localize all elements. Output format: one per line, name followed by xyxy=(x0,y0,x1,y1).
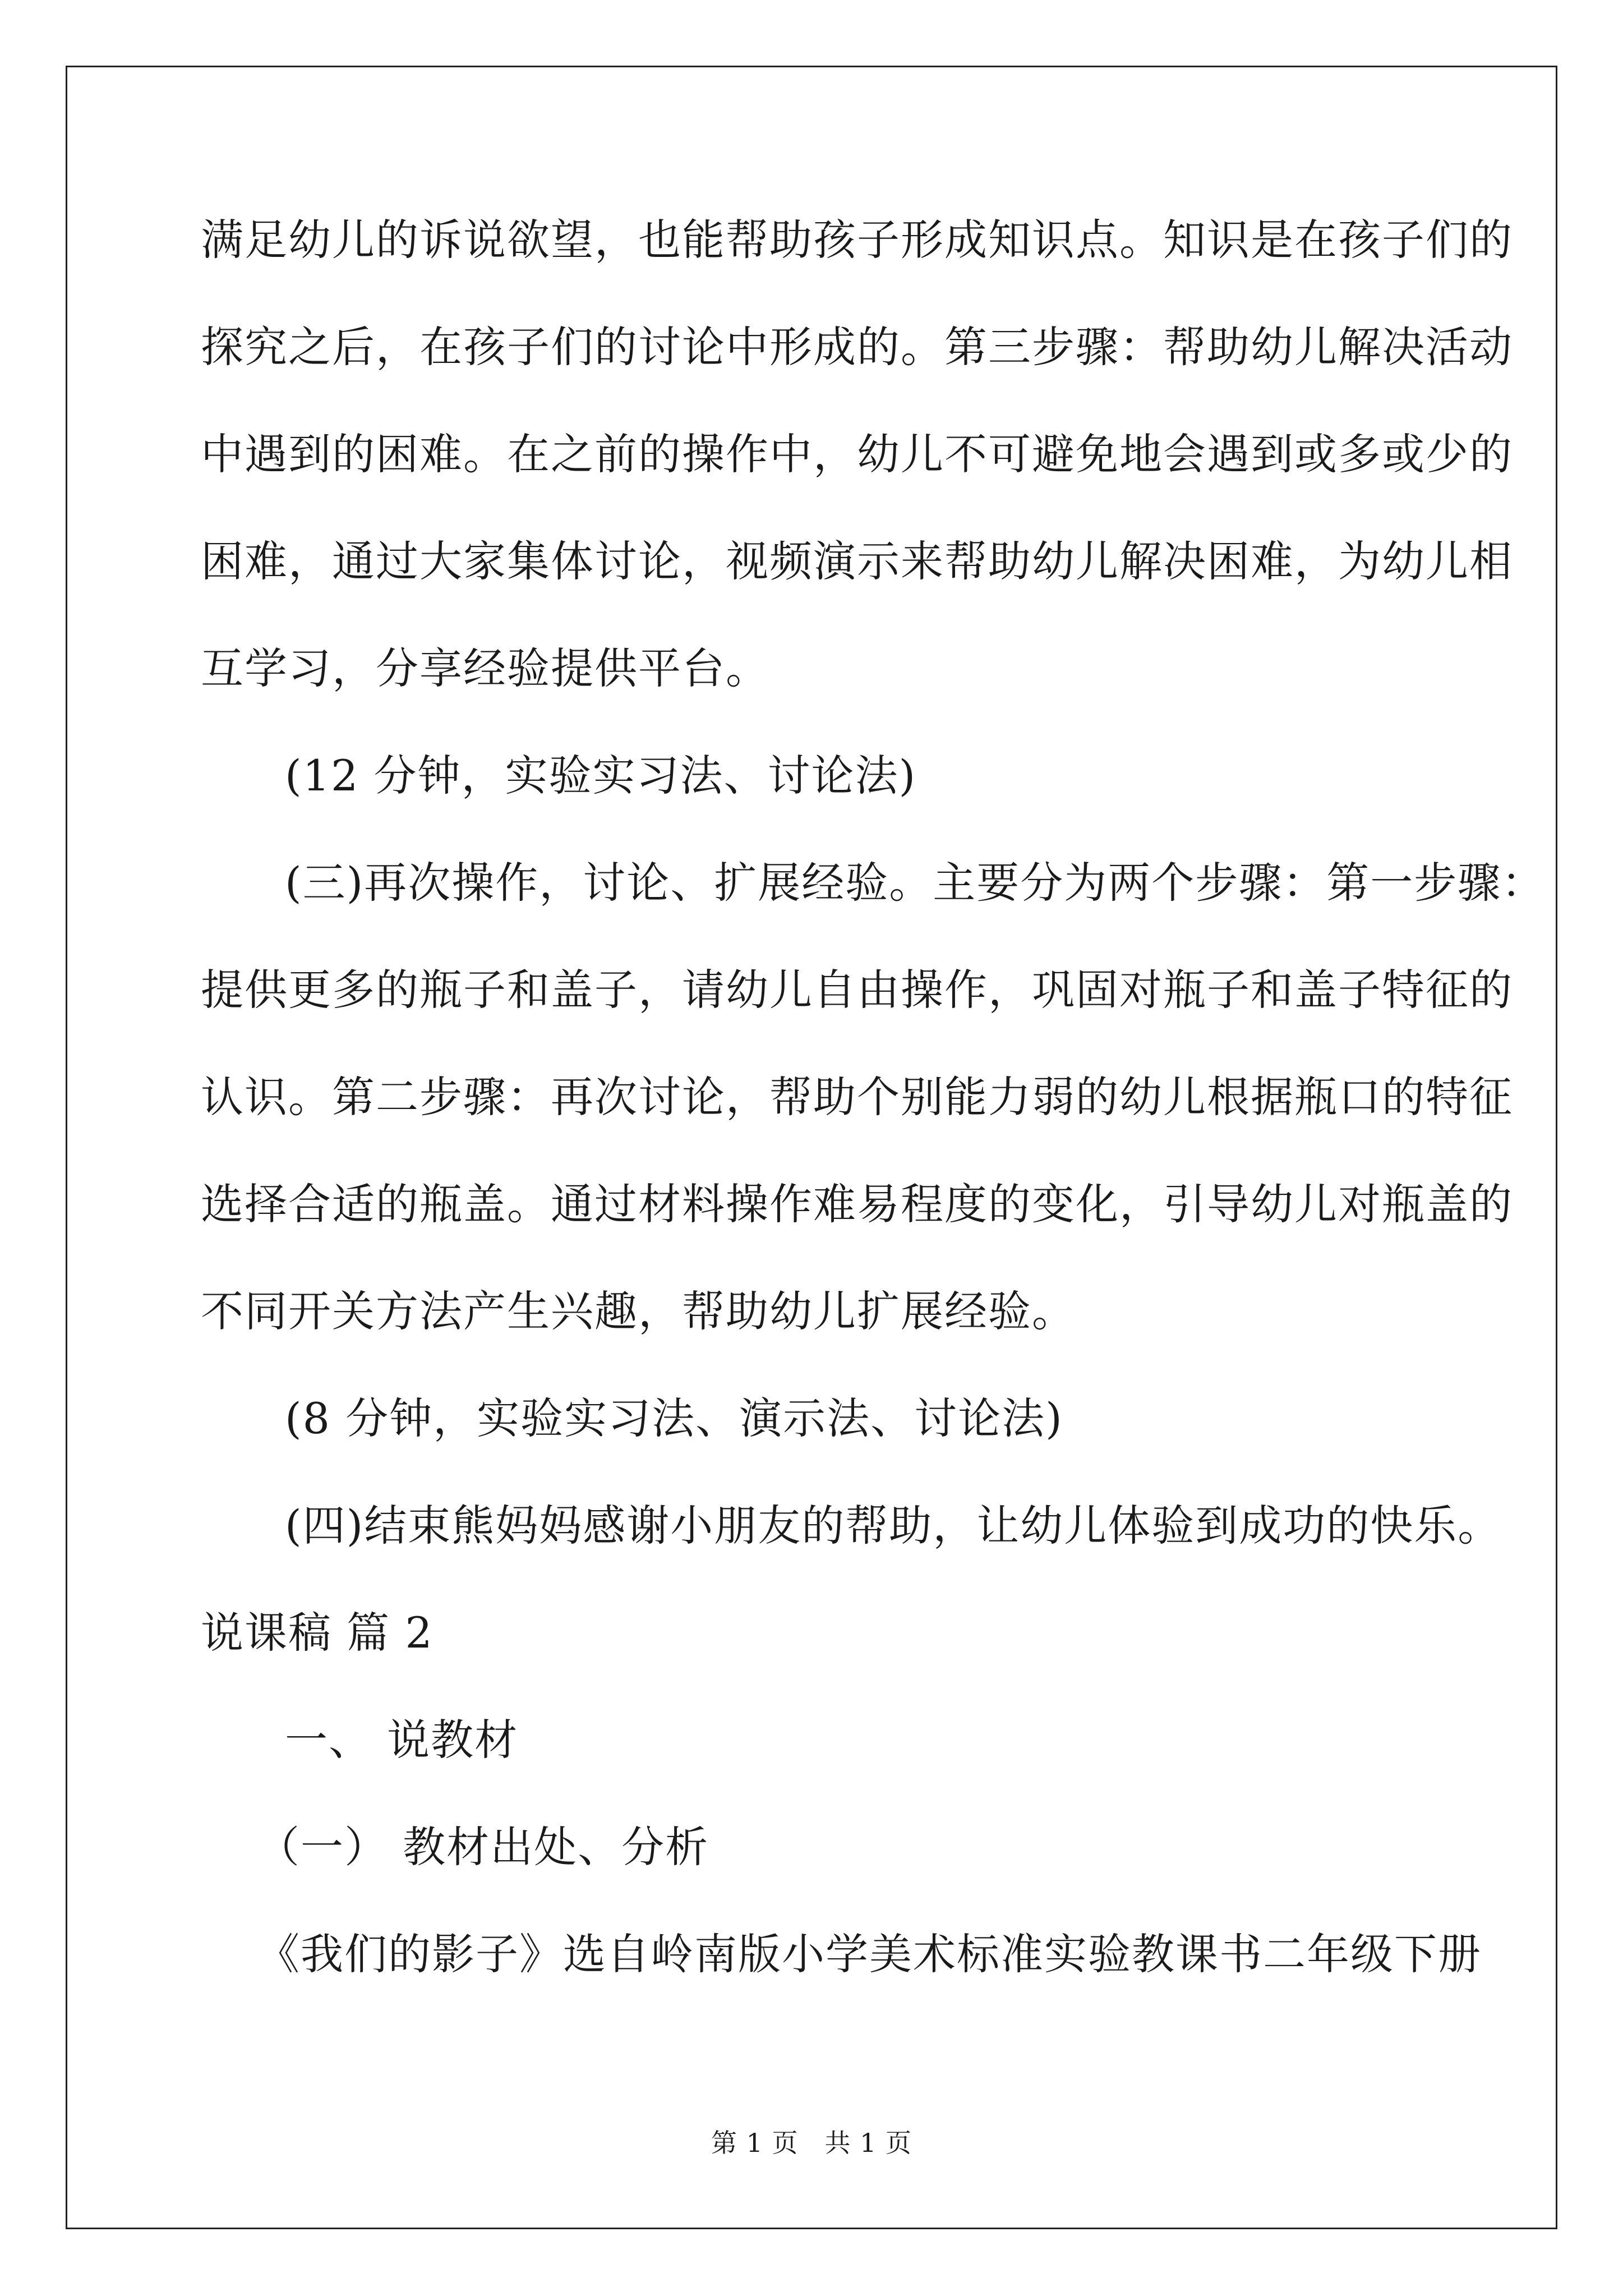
sub-subsection-heading: （一） 教材出处、分析 xyxy=(257,1822,709,1872)
page-footer: 第 1 页 共 1 页 xyxy=(711,2128,912,2158)
document-body xyxy=(201,213,1546,2035)
text-line-13: (四)结束熊妈妈感谢小朋友的帮助，让幼儿体验到成功的快乐。 xyxy=(285,1501,1502,1550)
text-line-11: 不同开关方法产生兴趣，帮助幼儿扩展经验。 xyxy=(201,1286,1076,1336)
text-line-17: 《我们的影子》选自岭南版小学美术标准实验教课书二年级下册 xyxy=(257,1929,1482,1979)
text-line-9: 认识。第二步骤：再次讨论，帮助个别能力弱的幼儿根据瓶口的特征 xyxy=(201,1072,1513,1122)
text-line-1: 满足幼儿的诉说欲望，也能帮助孩子形成知识点。知识是在孩子们的 xyxy=(201,215,1513,265)
text-line-2: 探究之后，在孩子们的讨论中形成的。第三步骤：帮助幼儿解决活动 xyxy=(201,322,1513,372)
section-heading: 说课稿 篇 2 xyxy=(201,1608,434,1658)
text-line-8: 提供更多的瓶子和盖子，请幼儿自由操作，巩固对瓶子和盖子特征的 xyxy=(201,965,1513,1015)
text-line-3: 中遇到的困难。在之前的操作中，幼儿不可避免地会遇到或多或少的 xyxy=(201,429,1513,479)
text-line-6: (12 分钟，实验实习法、讨论法) xyxy=(285,751,917,800)
text-line-5: 互学习，分享经验提供平台。 xyxy=(201,643,769,693)
text-line-4: 困难，通过大家集体讨论，视频演示来帮助幼儿解决困难，为幼儿相 xyxy=(201,536,1513,586)
text-line-7: (三)再次操作，讨论、扩展经验。主要分为两个步骤：第一步骤： xyxy=(285,858,1546,908)
text-line-10: 选择合适的瓶盖。通过材料操作难易程度的变化，引导幼儿对瓶盖的 xyxy=(201,1179,1513,1229)
subsection-heading: 一、 说教材 xyxy=(285,1715,519,1765)
text-line-12: (8 分钟，实验实习法、演示法、讨论法) xyxy=(285,1393,1063,1443)
